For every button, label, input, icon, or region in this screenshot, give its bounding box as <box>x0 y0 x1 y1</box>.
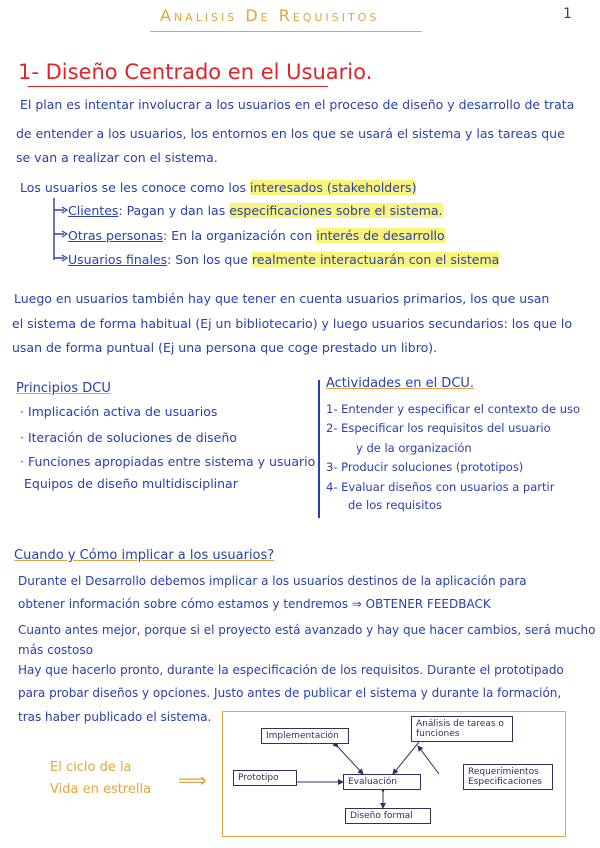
cycle-label-line-2: Vida en estrella <box>50 782 152 797</box>
node-task-analysis: Análisis de tareas o funciones <box>411 716 513 742</box>
paragraph2-line-2: el sistema de forma habitual (Ej un bibliotecario) y luego usuarios secundarios: los que lo <box>12 316 573 331</box>
intro-line-1: El plan es intentar involucrar a los usuarios en el proceso de diseño y desarrollo de trata <box>20 97 575 112</box>
page-header-title: Analisis De Requisitos <box>160 6 380 25</box>
activities-title: Actividades en el DCU. <box>326 376 475 391</box>
principle-item: Equipos de diseño multidisciplinar <box>24 476 238 491</box>
when-line-4: más costoso <box>18 643 93 657</box>
page-number: 1 <box>563 6 572 22</box>
stakeholders-lead-text: Los usuarios se les conoce como los <box>20 180 251 195</box>
principle-item: · Funciones apropiadas entre sistema y usuario <box>20 454 316 469</box>
when-title: Cuando y Cómo implicar a los usuarios? <box>14 548 275 563</box>
stakeholder-highlight: interés de desarrollo <box>316 228 445 243</box>
activity-item: 3- Producir soluciones (prototipos) <box>326 460 524 474</box>
paragraph2-line-1: Luego en usuarios también hay que tener en cuenta usuarios primarios, los que usan <box>14 291 550 306</box>
paragraph2-line-3: usan de forma puntual (Ej una persona que coge prestado un libro). <box>12 340 438 355</box>
stakeholders-bracket <box>40 196 70 266</box>
stakeholders-lead <box>20 180 416 195</box>
section-title-underline <box>28 86 328 87</box>
node-evaluation: Evaluación <box>343 774 421 790</box>
cycle-arrow-icon: ⟹ <box>178 768 207 792</box>
stakeholder-text: : En la organización con <box>163 228 317 243</box>
column-divider <box>318 380 320 518</box>
activity-item: 4- Evaluar diseños con usuarios a partir <box>326 480 555 494</box>
intro-line-2: de entender a los usuarios, los entornos en los que se usará el sistema y las tareas que <box>16 126 565 141</box>
when-line-5: Hay que hacerlo pronto, durante la especificación de los requisitos. Durante el prototipado <box>18 663 564 677</box>
activity-item: de los requisitos <box>348 498 442 512</box>
stakeholder-highlight: realmente interactuarán con el sistema <box>251 252 500 267</box>
node-implementation: Implementación <box>261 728 349 744</box>
stakeholder-highlight: especificaciones sobre el sistema. <box>229 203 443 218</box>
section-title: 1- Diseño Centrado en el Usuario. <box>18 60 373 84</box>
node-requirements: Requerimientos Especificaciones <box>463 764 553 790</box>
intro-line-3: se van a realizar con el sistema. <box>16 150 218 165</box>
stakeholders-lead-highlight: interesados (stakeholders) <box>250 180 417 195</box>
when-line-2: obtener información sobre cómo estamos y tendremos ⇒ OBTENER FEEDBACK <box>18 597 491 611</box>
star-lifecycle-diagram <box>222 711 566 837</box>
node-prototype: Prototipo <box>233 770 297 786</box>
header-underline <box>150 31 422 32</box>
principles-title: Principios DCU <box>16 381 111 396</box>
activity-item: 1- Entender y especificar el contexto de uso <box>326 402 581 416</box>
stakeholder-others <box>68 228 445 243</box>
activity-item: y de la organización <box>356 441 472 455</box>
stakeholder-text: : Pagan y dan las <box>118 203 230 218</box>
when-line-7: tras haber publicado el sistema. <box>18 710 212 724</box>
when-line-3: Cuanto antes mejor, porque si el proyecto está avanzado y hay que hacer cambios, será mucho <box>18 623 596 637</box>
node-formal-design: Diseño formal <box>345 808 431 824</box>
when-line-1: Durante el Desarrollo debemos implicar a los usuarios destinos de la aplicación para <box>18 574 527 588</box>
principle-item: · Implicación activa de usuarios <box>20 404 218 419</box>
stakeholder-clients <box>68 203 443 218</box>
activity-item: 2- Especificar los requisitos del usuario <box>326 421 551 435</box>
when-line-6: para probar diseños y opciones. Justo antes de publicar el sistema y durante la formación, <box>18 686 562 700</box>
principle-item: · Iteración de soluciones de diseño <box>20 430 237 445</box>
stakeholder-end-users <box>68 252 499 267</box>
cycle-label-line-1: El ciclo de la <box>50 760 132 775</box>
stakeholder-label: Otras personas <box>68 228 164 243</box>
stakeholder-label: Usuarios finales <box>68 252 168 267</box>
stakeholder-text: : Son los que <box>167 252 252 267</box>
stakeholder-label: Clientes <box>68 203 119 218</box>
